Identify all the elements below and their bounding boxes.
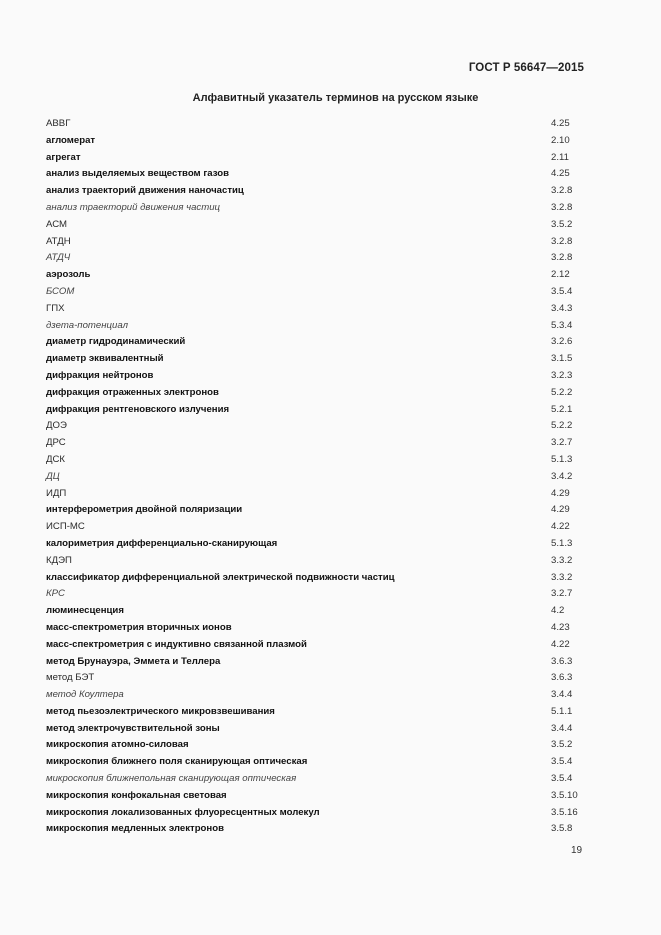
index-reference: 3.6.3 [551,672,573,684]
index-reference: 3.5.8 [551,823,573,835]
index-term: ДЦ [46,470,60,482]
index-term: анализ выделяемых веществом газов [46,168,230,180]
index-term: ИСП-МС [46,521,85,533]
index-term: калориметрия дифференциально-сканирующая [46,537,278,549]
index-term: метод БЭТ [46,672,95,684]
index-term: БСОМ [46,285,75,297]
index-term: интерферометрия двойной поляризации [46,504,243,516]
index-entry [46,486,606,503]
index-entry [46,586,606,603]
index-term: анализ траекторий движения наночастиц [46,185,244,197]
index-term: метод Брунауэра, Эммета и Теллера [46,655,221,667]
index-reference: 2.12 [551,269,570,281]
index-entry [46,536,606,553]
index-entry [46,654,606,671]
index-reference: 3.4.3 [551,302,573,314]
index-reference: 3.5.4 [551,773,573,785]
index-reference: 3.2.8 [551,201,573,213]
index-entry [46,637,606,654]
index-term: АСМ [46,218,68,230]
index-reference: 3.5.2 [551,739,573,751]
index-term: аэрозоль [46,269,91,281]
index-reference: 5.1.1 [551,705,573,717]
index-reference: 3.2.3 [551,369,573,381]
index-term: диаметр гидродинамический [46,336,186,348]
index-entry [46,267,606,284]
index-term: КРС [46,588,65,600]
index-reference: 4.29 [551,504,570,516]
index-term: АВВГ [46,118,71,129]
index-entry [46,435,606,452]
index-term: метод пьезоэлектрического микровзвешивания [46,705,275,717]
index-reference: 3.2.8 [551,185,573,197]
index-entry [46,183,606,200]
index-reference: 5.2.2 [551,420,573,432]
index-entry [46,385,606,402]
index-entry [46,284,606,301]
index-term: ДОЭ [46,420,67,432]
index-term: люминесценция [46,605,124,617]
index-reference: 3.2.6 [551,336,573,348]
index-term: КДЭП [46,554,72,566]
index-reference: 4.22 [551,638,570,650]
index-entry [46,670,606,687]
index-entry [46,250,606,267]
index-term: метод Коултера [46,689,124,701]
index-entry [46,469,606,486]
index-entry [46,200,606,217]
index-term: дифракция рентгеновского излучения [46,403,230,415]
index-reference: 5.1.3 [551,537,573,549]
index-entry [46,519,606,536]
index-entry [46,418,606,435]
index-reference: 3.5.4 [551,285,573,297]
index-reference: 3.2.8 [551,252,573,264]
index-term: микроскопия ближнепольная сканирующая оптическая [46,773,297,785]
index-term: диаметр эквивалентный [46,353,164,365]
index-term: ДРС [46,437,66,449]
index-term: ДСК [46,453,66,465]
index-entry [46,771,606,788]
index-reference: 2.10 [551,134,570,146]
index-term: ИДП [46,487,67,499]
index-entry [46,687,606,704]
index-reference: 4.23 [551,621,570,633]
index-term: АТДЧ [46,252,71,264]
index-term: микроскопия конфокальная световая [46,789,227,801]
index-reference: 3.2.8 [551,235,573,247]
index-reference: 3.2.7 [551,588,573,600]
index-reference: 4.22 [551,521,570,533]
index-reference: 3.5.16 [551,806,578,818]
index-reference: 2.11 [551,151,569,163]
index-reference: 5.2.2 [551,386,573,398]
index-reference: 3.4.4 [551,722,573,734]
index-entry [46,368,606,385]
index-term: микроскопия медленных электронов [46,823,224,835]
index-entry [46,234,606,251]
index-entry [46,217,606,234]
index-reference: 3.5.10 [551,789,578,801]
index-entry [46,805,606,822]
index-entry [46,737,606,754]
index-entry [46,133,606,150]
index-term: агрегат [46,151,81,163]
index-reference: 3.5.2 [551,218,573,230]
index-reference: 3.2.7 [551,437,573,449]
index-term: анализ траекторий движения частиц [46,201,221,213]
index-term: агломерат [46,134,96,146]
index-reference: 3.1.5 [551,353,573,365]
document-code: ГОСТ Р 56647—2015 [468,62,584,74]
index-entry [46,452,606,469]
index-term: микроскопия локализованных флуоресцентных молекул [46,806,320,818]
index-term: дифракция нейтронов [46,369,154,381]
index-reference: 4.29 [551,487,570,499]
index-entry [46,318,606,335]
index-entry [46,603,606,620]
index-reference: 5.2.1 [551,403,573,415]
index-reference: 3.4.4 [551,689,573,701]
index-reference: 3.6.3 [551,655,573,667]
index-entry [46,351,606,368]
index-entry [46,754,606,771]
index-entry [46,116,606,133]
index-term: микроскопия ближнего поля сканирующая оптическая [46,756,308,768]
index-term: микроскопия атомно-силовая [46,739,189,751]
index-entry [46,788,606,805]
index-entry [46,570,606,587]
index-reference: 3.4.2 [551,470,573,482]
term-index-list [46,116,606,838]
index-entry [46,704,606,721]
index-term: масс-спектрометрия с индуктивно связанной плазмой [46,638,307,650]
index-term: дифракция отраженных электронов [46,386,219,398]
index-reference: 5.1.3 [551,453,573,465]
index-term: метод электрочувствительной зоны [46,722,220,734]
index-entry [46,502,606,519]
index-entry [46,721,606,738]
page-number: 19 [571,845,583,856]
index-reference: 4.2 [551,605,565,617]
index-reference: 4.25 [551,168,570,180]
index-term: масс-спектрометрия вторичных ионов [46,621,232,633]
index-entry [46,620,606,637]
index-entry [46,821,606,838]
index-reference: 3.5.4 [551,756,573,768]
index-reference: 3.3.2 [551,554,573,566]
index-term: АТДН [46,235,71,247]
index-entry [46,150,606,167]
index-entry [46,166,606,183]
index-term: ГПХ [46,302,65,314]
index-reference: 3.3.2 [551,571,573,583]
index-title: Алфавитный указатель терминов на русском языке [192,92,479,104]
index-entry [46,334,606,351]
index-reference: 4.25 [551,118,570,129]
index-reference: 5.3.4 [551,319,573,331]
index-term: дзета-потенциал [46,319,128,331]
index-entry [46,553,606,570]
index-term: классификатор дифференциальной электрической подвижности частиц [46,571,395,583]
index-entry [46,301,606,318]
index-entry [46,402,606,419]
